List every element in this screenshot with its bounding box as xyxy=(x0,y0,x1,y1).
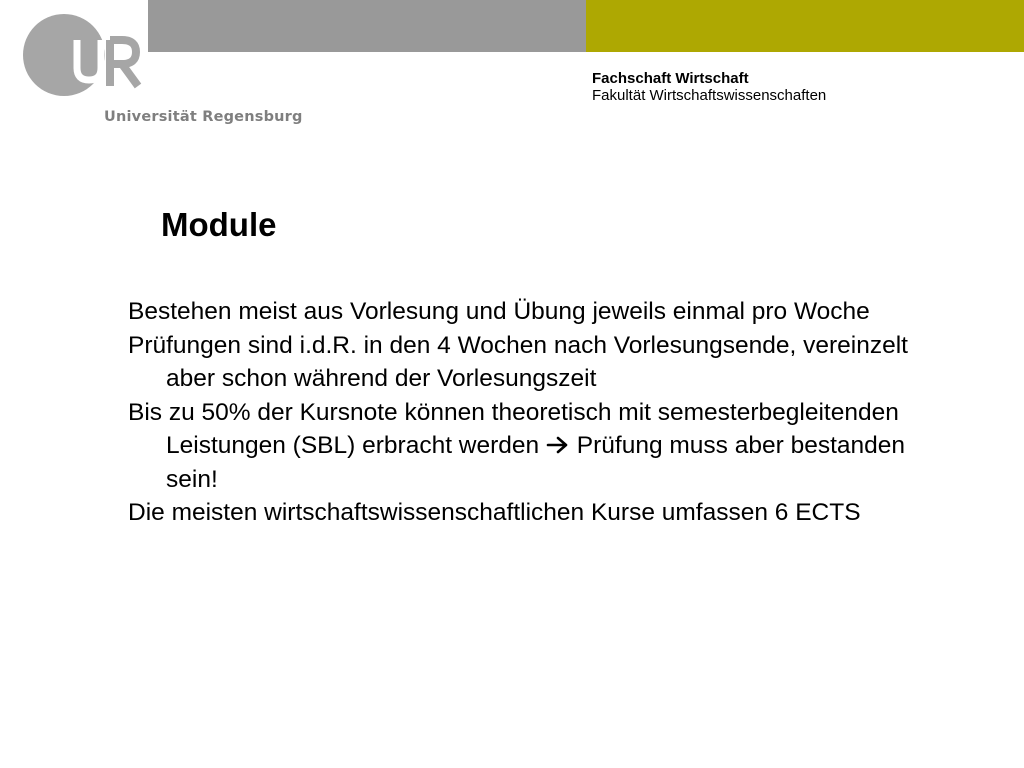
faculty-info xyxy=(592,70,826,104)
faculty-subtitle: Fakultät Wirtschaftswissenschaften xyxy=(592,87,827,104)
bullet-text: Bestehen meist aus Vorlesung und Übung jeweils einmal pro Woche xyxy=(128,298,870,325)
slide-title: Module xyxy=(161,206,277,243)
bullet-list xyxy=(128,295,948,530)
bullet-text: Prüfung muss aber bestanden sein! xyxy=(166,432,906,493)
bullet-text: Prüfungen sind i.d.R. in den 4 Wochen nach Vorlesungsende, vereinzelt aber schon während der Vorlesungszeit xyxy=(128,331,908,392)
list-item xyxy=(128,329,948,396)
list-item xyxy=(128,295,948,329)
right-arrow-icon xyxy=(546,435,570,455)
bullet-text: Die meisten wirtschaftswissenschaftlichen Kurse umfassen 6 ECTS xyxy=(128,499,861,526)
header-band-olive xyxy=(586,0,1024,52)
university-name: Universität Regensburg xyxy=(104,109,303,125)
faculty-title: Fachschaft Wirtschaft xyxy=(592,70,749,87)
header-band-gray xyxy=(148,0,586,52)
list-item xyxy=(128,396,948,497)
list-item xyxy=(128,496,948,530)
bullet-text: Bis zu 50% der Kursnote können theoretisch mit semesterbegleitenden Leistungen (SBL) erbracht werden xyxy=(128,398,899,459)
university-logo-icon xyxy=(22,10,152,100)
